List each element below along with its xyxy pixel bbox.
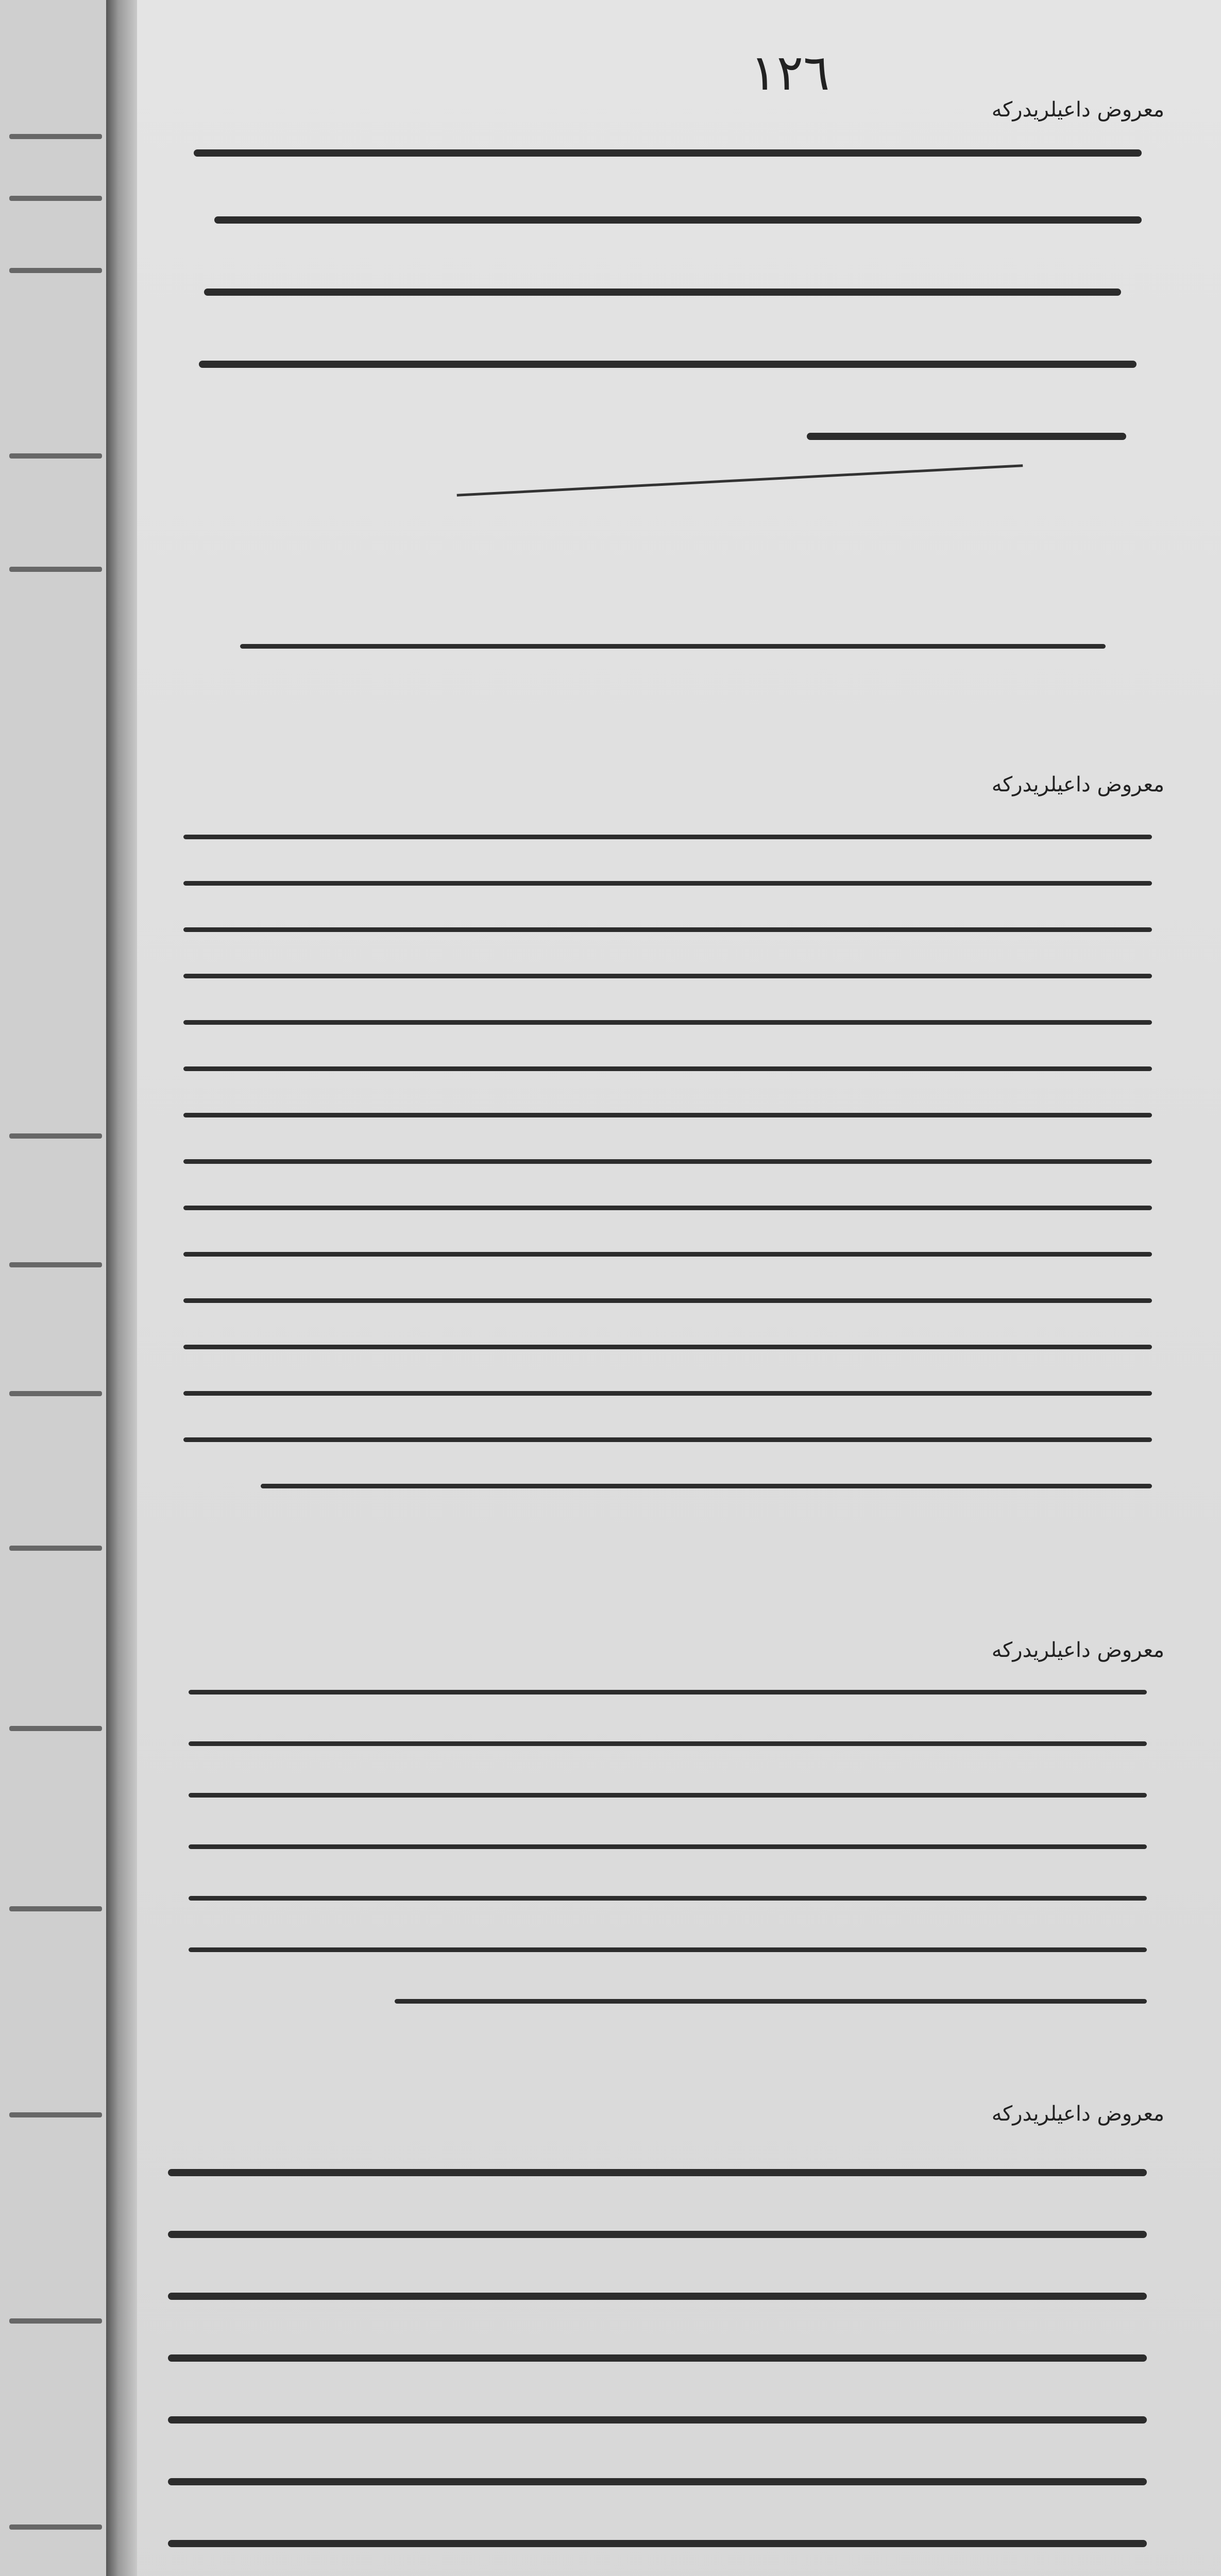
script-line <box>168 2231 1147 2238</box>
script-line <box>240 644 1106 649</box>
script-line <box>183 1298 1152 1303</box>
handwriting-stroke <box>9 134 102 139</box>
handwriting-stroke <box>9 453 102 459</box>
script-line <box>168 2293 1147 2300</box>
script-line <box>194 149 1142 157</box>
entry-heading: معروض داعیلریدرکه <box>991 773 1164 796</box>
script-line <box>168 2169 1147 2176</box>
script-line <box>189 1793 1147 1798</box>
page-number: ١٢٦ <box>750 44 830 101</box>
script-line <box>183 1020 1152 1025</box>
script-line <box>183 1066 1152 1071</box>
handwriting-stroke <box>9 1133 102 1139</box>
script-line <box>261 1484 1152 1488</box>
handwriting-stroke <box>9 567 102 572</box>
script-line <box>183 1437 1152 1442</box>
script-line <box>168 2416 1147 2424</box>
script-line <box>189 1741 1147 1746</box>
binding-gutter <box>106 0 137 2576</box>
handwriting-stroke <box>9 1262 102 1267</box>
handwriting-stroke <box>9 196 102 201</box>
handwriting-stroke <box>9 1546 102 1551</box>
script-line <box>183 1206 1152 1210</box>
handwriting-stroke <box>9 1391 102 1396</box>
script-line <box>183 974 1152 978</box>
script-line <box>183 1159 1152 1164</box>
script-line <box>807 433 1126 440</box>
script-line <box>183 927 1152 932</box>
entry-heading: معروض داعیلریدرکه <box>991 2102 1164 2126</box>
handwriting-stroke <box>9 268 102 273</box>
script-line <box>183 1345 1152 1349</box>
script-line <box>168 2540 1147 2547</box>
handwriting-stroke <box>9 2112 102 2117</box>
script-line <box>189 1690 1147 1694</box>
script-line <box>168 2354 1147 2362</box>
adjacent-page-fragment <box>0 0 111 2576</box>
script-line <box>189 1844 1147 1849</box>
script-line <box>189 1947 1147 1952</box>
script-line <box>183 1391 1152 1396</box>
handwriting-stroke <box>9 2524 102 2530</box>
handwriting-stroke <box>9 1726 102 1731</box>
script-line <box>183 881 1152 886</box>
entry-heading: معروض داعیلریدرکه <box>991 1638 1164 1662</box>
script-line <box>395 1999 1147 2004</box>
script-line <box>183 1113 1152 1117</box>
script-line <box>189 1896 1147 1901</box>
script-line <box>168 2478 1147 2485</box>
script-line <box>199 361 1137 368</box>
script-line <box>204 289 1121 296</box>
entry-divider-line <box>457 464 1023 497</box>
entry-heading: معروض داعیلریدرکه <box>991 98 1164 122</box>
handwriting-stroke <box>9 2318 102 2324</box>
script-line <box>183 1252 1152 1257</box>
manuscript-page <box>137 0 1221 2576</box>
script-line <box>183 835 1152 839</box>
script-line <box>214 216 1142 224</box>
handwriting-stroke <box>9 1906 102 1911</box>
